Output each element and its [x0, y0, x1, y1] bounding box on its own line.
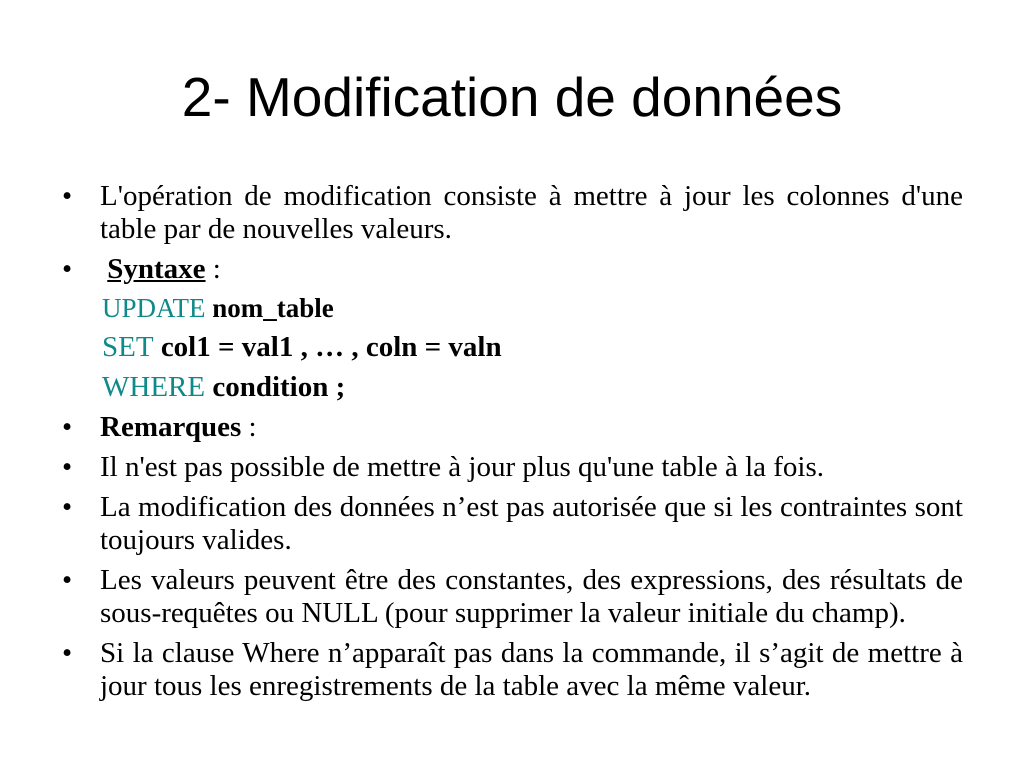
sql-keyword-set: SET [102, 331, 154, 363]
bullet-item-syntaxe [62, 253, 963, 286]
bullet-text: Si la clause Where n’apparaît pas dans la commande, il s’agit de mettre à jour tous les enregistrements de la table avec la même valeur. [100, 637, 963, 702]
syntaxe-label: Syntaxe [107, 253, 206, 285]
sql-code-rest: condition ; [205, 371, 346, 403]
bullet-icon: • [62, 491, 73, 523]
code-line-set [62, 331, 963, 364]
sql-code-rest: nom_table [205, 293, 334, 323]
bullet-item-remark-2 [62, 491, 963, 557]
sql-keyword-where: WHERE [102, 371, 206, 403]
bullet-text: La modification des données n’est pas autorisée que si les contraintes sont toujours valides. [100, 491, 963, 556]
bullet-icon: • [62, 253, 73, 285]
code-line-where [62, 371, 963, 404]
slide-title: 2- Modification de données [181, 66, 843, 128]
bullet-icon: • [62, 564, 73, 596]
sql-code-rest: col1 = val1 , … , coln = valn [153, 331, 502, 363]
remarques-label: Remarques [100, 411, 242, 443]
bullet-icon: • [62, 180, 73, 212]
bullet-item-remark-1 [62, 451, 963, 484]
sql-keyword-update: UPDATE [102, 293, 206, 323]
bullet-text: Les valeurs peuvent être des constantes, des expressions, des résultats de sous-requêtes ou NULL (pour supprimer la valeur initiale du champ). [100, 564, 963, 629]
bullet-item-intro [62, 180, 963, 246]
bullet-icon: • [62, 451, 73, 483]
bullet-item-remark-3 [62, 564, 963, 630]
bullet-icon: • [62, 637, 73, 669]
syntaxe-suffix: : [205, 253, 221, 285]
code-line-update [62, 293, 963, 323]
remarques-suffix: : [241, 411, 257, 443]
bullet-item-remark-4 [62, 637, 963, 703]
bullet-text: Il n'est pas possible de mettre à jour plus qu'une table à la fois. [100, 451, 824, 483]
slide-content [62, 180, 963, 710]
bullet-item-remarques [62, 411, 963, 444]
bullet-icon: • [62, 411, 73, 443]
bullet-text: L'opération de modification consiste à mettre à jour les colonnes d'une table par de nouvelles valeurs. [100, 180, 963, 245]
